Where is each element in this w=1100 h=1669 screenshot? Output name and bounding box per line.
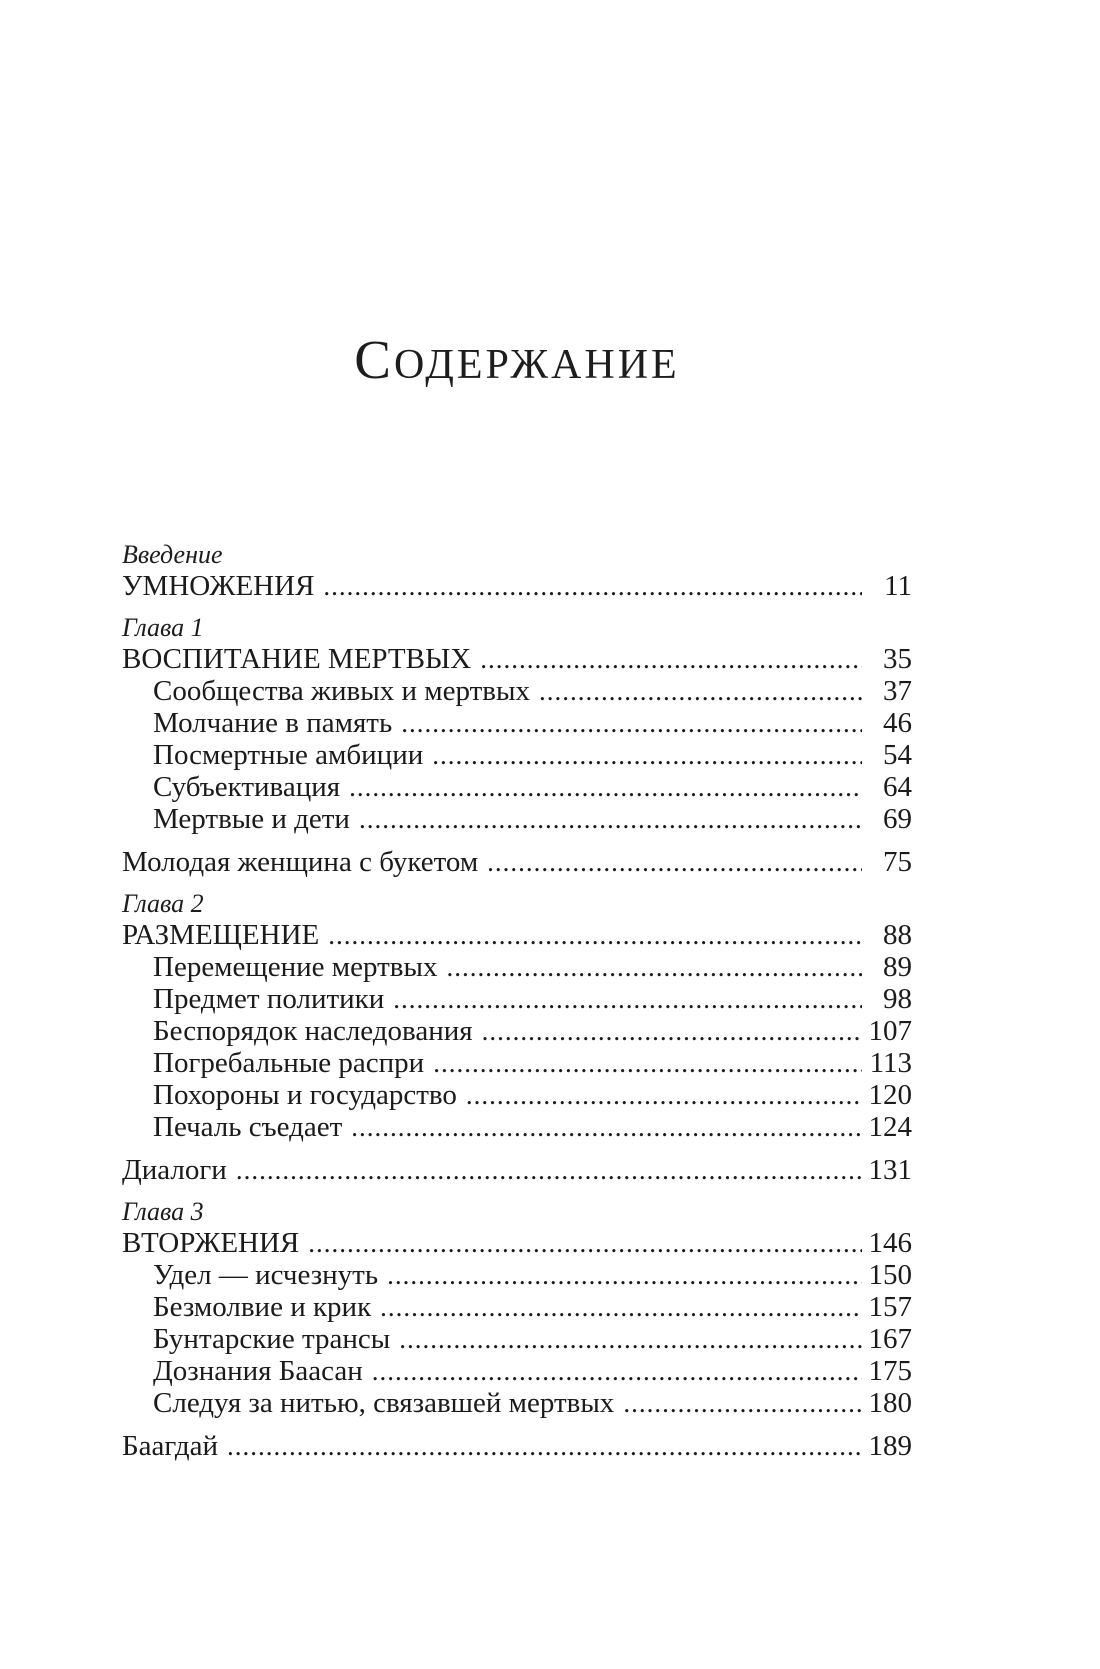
toc-entry-title: Беспорядок наследования bbox=[153, 1015, 473, 1047]
page-number: 88 bbox=[883, 919, 912, 951]
toc-entry bbox=[122, 1430, 912, 1462]
page-number: 175 bbox=[868, 1355, 912, 1387]
page-number: 37 bbox=[883, 675, 912, 707]
toc-entry-title: Погребальные распри bbox=[153, 1047, 425, 1079]
dot-leader bbox=[227, 1154, 862, 1186]
chapter-label: Глава 1 bbox=[122, 613, 204, 642]
toc-entry-title: Диалоги bbox=[122, 1154, 227, 1186]
page-number: 157 bbox=[868, 1291, 912, 1323]
toc-entry-title: Удел — исчезнуть bbox=[153, 1259, 379, 1291]
toc-section-standalone bbox=[122, 846, 912, 878]
page-number: 124 bbox=[868, 1111, 912, 1143]
page-number: 107 bbox=[868, 1015, 912, 1047]
dot-leader bbox=[424, 1047, 862, 1079]
dot-leader bbox=[218, 1430, 862, 1462]
toc-entry bbox=[122, 1154, 912, 1186]
dot-leader bbox=[371, 1291, 862, 1323]
dot-leader bbox=[457, 1079, 862, 1111]
toc-entry bbox=[122, 1259, 912, 1291]
toc-entry-title: Предмет политики bbox=[153, 983, 385, 1015]
dot-leader bbox=[314, 570, 862, 602]
toc-entry-title: Молодая женщина с букетом bbox=[122, 846, 479, 878]
toc-entry bbox=[122, 846, 912, 878]
toc-entry bbox=[122, 1047, 912, 1079]
toc-entry-title: Дознания Баасан bbox=[153, 1355, 363, 1387]
toc-entry bbox=[122, 1015, 912, 1047]
toc-section-intro bbox=[122, 540, 912, 602]
page-number: 46 bbox=[883, 707, 912, 739]
toc-entry-title: Бунтарские трансы bbox=[153, 1323, 391, 1355]
dot-leader bbox=[340, 771, 862, 803]
toc-entry bbox=[122, 1355, 912, 1387]
page-number: 180 bbox=[868, 1387, 912, 1419]
toc-section-chapter-3 bbox=[122, 1197, 912, 1419]
toc-entry bbox=[122, 1111, 912, 1143]
toc-entry bbox=[122, 1079, 912, 1111]
page-number: 146 bbox=[868, 1227, 912, 1259]
toc-entry-title: УМНОЖЕНИЯ bbox=[122, 570, 315, 602]
page-number: 150 bbox=[868, 1259, 912, 1291]
dot-leader bbox=[363, 1355, 862, 1387]
toc-entry bbox=[122, 919, 912, 951]
chapter-label: Введение bbox=[122, 540, 223, 569]
toc-entry bbox=[122, 983, 912, 1015]
page-title: СОДЕРЖАНИЕ bbox=[354, 329, 680, 390]
toc-entry-title: Субъективация bbox=[153, 771, 341, 803]
toc-entry-title: Следуя за нитью, связавшей мертвых bbox=[153, 1387, 615, 1419]
dot-leader bbox=[423, 739, 862, 771]
dot-leader bbox=[473, 1015, 862, 1047]
toc-entry-title: Похороны и государство bbox=[153, 1079, 457, 1111]
dot-leader bbox=[471, 643, 862, 675]
dot-leader bbox=[614, 1387, 862, 1419]
page-number: 89 bbox=[883, 951, 912, 983]
page-number: 75 bbox=[883, 846, 912, 878]
page-number: 120 bbox=[868, 1079, 912, 1111]
toc-entry-title: Печаль съедает bbox=[153, 1111, 343, 1143]
toc-entry-title: Безмолвие и крик bbox=[153, 1291, 372, 1323]
toc-entry bbox=[122, 707, 912, 739]
toc-entry bbox=[122, 951, 912, 983]
page-number: 131 bbox=[868, 1154, 912, 1186]
page-number: 69 bbox=[883, 803, 912, 835]
dot-leader bbox=[319, 919, 862, 951]
dot-leader bbox=[342, 1111, 862, 1143]
dot-leader bbox=[350, 803, 862, 835]
toc-entry bbox=[122, 675, 912, 707]
toc-entry bbox=[122, 1323, 912, 1355]
dot-leader bbox=[299, 1227, 862, 1259]
toc-entry bbox=[122, 643, 912, 675]
toc-entry-title: ВОСПИТАНИЕ МЕРТВЫХ bbox=[122, 643, 472, 675]
toc-entry-title: Баагдай bbox=[122, 1430, 218, 1462]
page-number: 35 bbox=[883, 643, 912, 675]
toc-entry-title: ВТОРЖЕНИЯ bbox=[122, 1227, 300, 1259]
toc-entry bbox=[122, 803, 912, 835]
dot-leader bbox=[437, 951, 862, 983]
dot-leader bbox=[530, 675, 862, 707]
toc-entry-title: Перемещение мертвых bbox=[153, 951, 438, 983]
toc-entry bbox=[122, 1387, 912, 1419]
page-number: 11 bbox=[884, 570, 912, 602]
dot-leader bbox=[390, 1323, 862, 1355]
toc-section-chapter-2 bbox=[122, 889, 912, 1143]
dot-leader bbox=[384, 983, 862, 1015]
page-number: 167 bbox=[868, 1323, 912, 1355]
toc-entry-title: Посмертные амбиции bbox=[153, 739, 424, 771]
table-of-contents bbox=[122, 540, 912, 1473]
toc-entry-title: РАЗМЕЩЕНИЕ bbox=[122, 919, 320, 951]
chapter-label: Глава 2 bbox=[122, 889, 204, 918]
toc-entry-title: Сообщества живых и мертвых bbox=[153, 675, 530, 707]
toc-entry-title: Мертвые и дети bbox=[153, 803, 350, 835]
toc-entry-title: Молчание в память bbox=[153, 707, 393, 739]
page-number: 98 bbox=[883, 983, 912, 1015]
toc-entry bbox=[122, 739, 912, 771]
dot-leader bbox=[378, 1259, 862, 1291]
toc-entry bbox=[122, 570, 912, 602]
toc-section-standalone bbox=[122, 1430, 912, 1462]
toc-section-chapter-1 bbox=[122, 613, 912, 835]
toc-entry bbox=[122, 1291, 912, 1323]
page-number: 54 bbox=[883, 739, 912, 771]
page-number: 113 bbox=[869, 1047, 912, 1079]
toc-entry bbox=[122, 1227, 912, 1259]
dot-leader bbox=[392, 707, 862, 739]
dot-leader bbox=[478, 846, 862, 878]
page-number: 64 bbox=[883, 771, 912, 803]
chapter-label: Глава 3 bbox=[122, 1197, 204, 1226]
toc-section-standalone bbox=[122, 1154, 912, 1186]
toc-entry bbox=[122, 771, 912, 803]
page-number: 189 bbox=[868, 1430, 912, 1462]
